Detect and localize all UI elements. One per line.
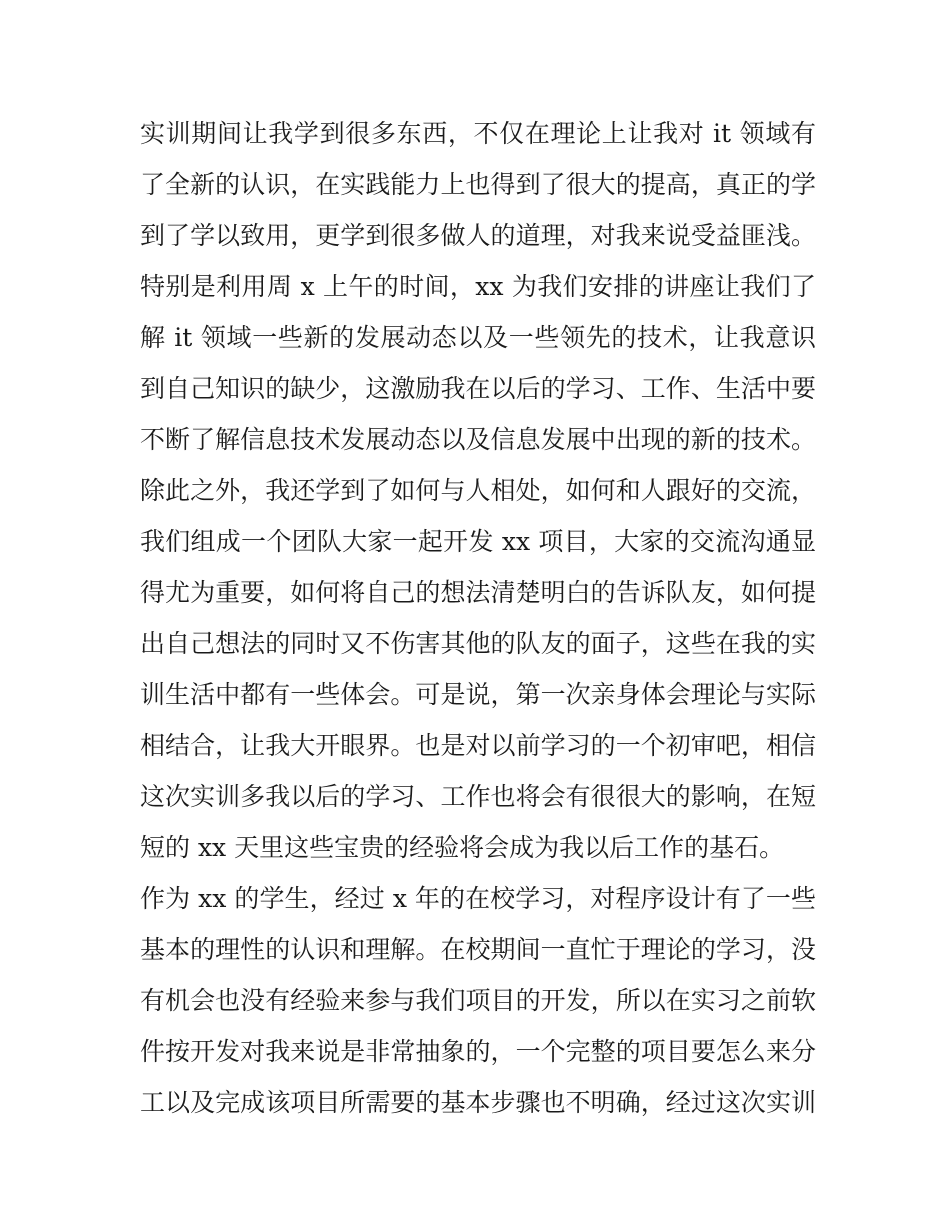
text-line: 件按开发对我来说是非常抽象的，一个完整的项目要怎么来分 — [140, 1037, 816, 1066]
text-line: 工以及完成该项目所需要的基本步骤也不明确，经过这次实训 — [140, 1088, 816, 1117]
text-line: 作为 xx 的学生，经过 x 年的在校学习，对程序设计有了一些 — [140, 884, 816, 913]
text-line: 短的 xx 天里这些宝贵的经验将会成为我以后工作的基石。 — [140, 833, 785, 862]
text-line: 得尤为重要，如何将自己的想法清楚明白的告诉队友，如何提 — [140, 578, 816, 607]
text-line: 不断了解信息技术发展动态以及信息发展中出现的新的技术。 — [140, 425, 816, 454]
text-line: 训生活中都有一些体会。可是说，第一次亲身体会理论与实际 — [140, 680, 816, 709]
text-line: 有机会也没有经验来参与我们项目的开发，所以在实习之前软 — [140, 986, 816, 1015]
text-line: 相结合，让我大开眼界。也是对以前学习的一个初审吧，相信 — [140, 731, 816, 760]
text-line: 出自己想法的同时又不伤害其他的队友的面子，这些在我的实 — [140, 629, 816, 658]
text-line: 除此之外，我还学到了如何与人相处，如何和人跟好的交流， — [140, 476, 816, 505]
text-line: 了全新的认识，在实践能力上也得到了很大的提高，真正的学 — [140, 170, 816, 199]
text-line: 到了学以致用，更学到很多做人的道理，对我来说受益匪浅。 — [140, 221, 816, 250]
document-body — [140, 108, 816, 1128]
text-line: 解 it 领域一些新的发展动态以及一些领先的技术，让我意识 — [140, 323, 816, 352]
text-line: 到自己知识的缺少，这激励我在以后的学习、工作、生活中要 — [140, 374, 816, 403]
text-line: 特别是利用周 x 上午的时间，xx 为我们安排的讲座让我们了 — [140, 272, 816, 301]
text-line: 基本的理性的认识和理解。在校期间一直忙于理论的学习，没 — [140, 935, 816, 964]
text-line: 这次实训多我以后的学习、工作也将会有很很大的影响，在短 — [140, 782, 816, 811]
text-line: 实训期间让我学到很多东西，不仅在理论上让我对 it 领域有 — [140, 119, 816, 148]
text-line: 我们组成一个团队大家一起开发 xx 项目，大家的交流沟通显 — [140, 527, 816, 556]
